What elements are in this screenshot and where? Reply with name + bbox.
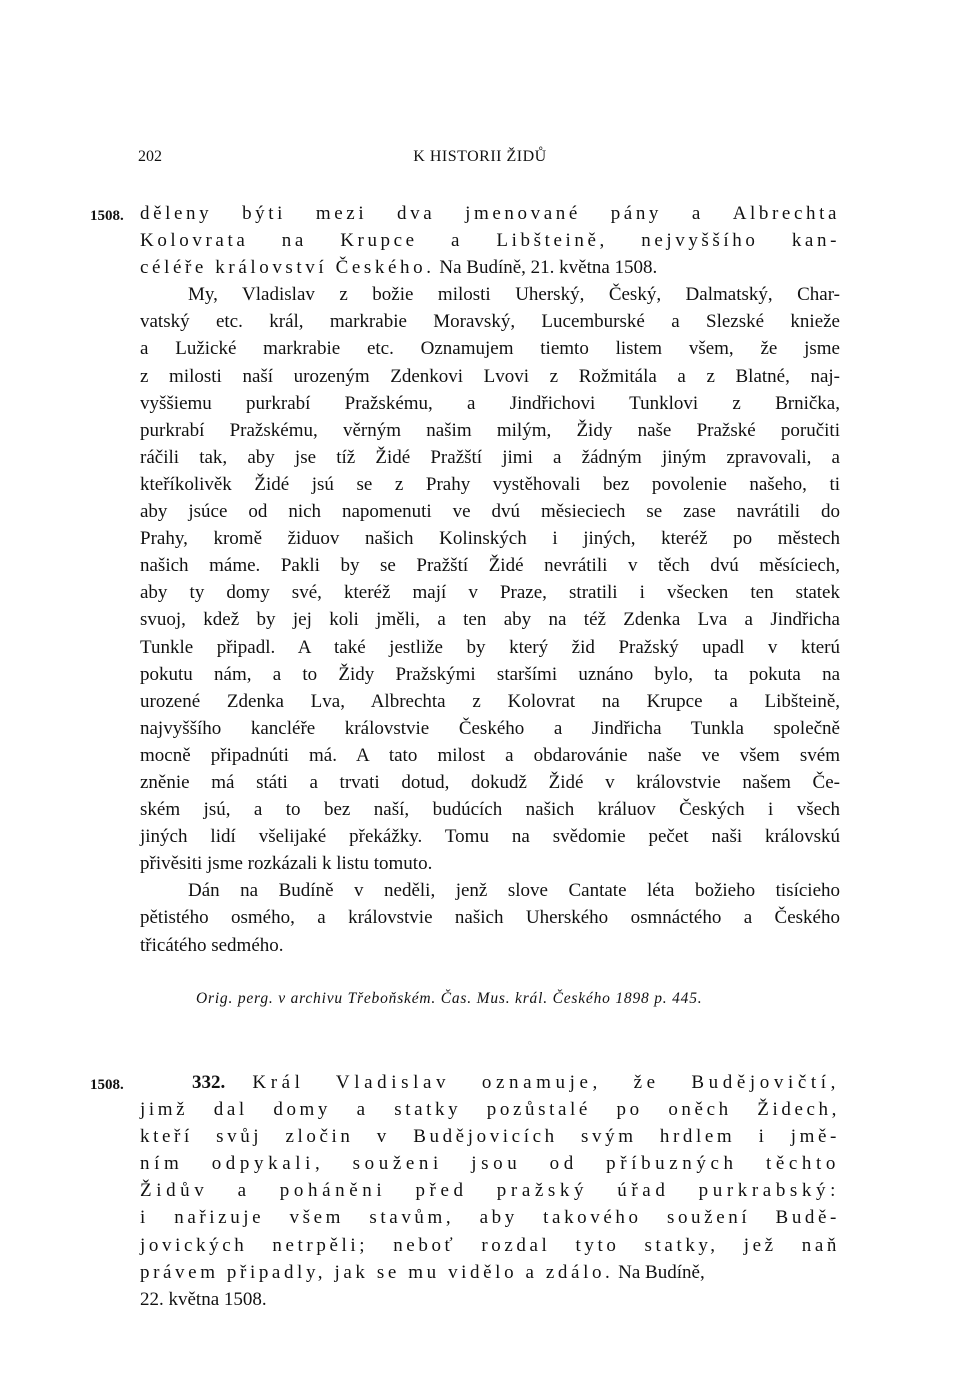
text-line: aby ty domy své, kteréž mají v Praze, stratili i všecken ten statek bbox=[140, 582, 840, 604]
text-line: kteříkolivěk Židé jsú se z Prahy vystěhovali bez povolenie našeho, ti bbox=[140, 473, 840, 495]
text-line: ském jsú, a to bez naší, budúcích našich králuov Českých i všech bbox=[140, 799, 840, 821]
regest-line: kteří svůj zločin v Budějovicích svým hrdlem i jmě- bbox=[140, 1126, 840, 1148]
text-line: My, Vladislav z božie milosti Uherský, Český, Dalmatský, Char- bbox=[188, 284, 840, 306]
page-header bbox=[0, 148, 960, 168]
regest-date: Na Budíně, 21. května 1508. bbox=[434, 257, 658, 279]
regest-line: jimž dal domy a statky pozůstalé po oněch Židech, bbox=[140, 1099, 840, 1121]
text-line: ráčili tak, aby jse tíž Židé Pražští jimi a žádným jiným zpravovali, a bbox=[140, 446, 840, 468]
regest-place: Na Budíně, bbox=[613, 1261, 705, 1283]
text-line: aby jsúce od nich napomenuti ve dvú měsieciech se zase navrátili do bbox=[140, 501, 840, 523]
document-number: 332. bbox=[192, 1072, 226, 1093]
text-line: vatský etc. král, markrabie Moravský, Lucemburské a Slezské knieže bbox=[140, 311, 840, 333]
regest-date: 22. května 1508. bbox=[140, 1288, 267, 1310]
text-line: jiných lidí všelijaké překážky. Tomu na svědomie pečet naši královskú bbox=[140, 826, 840, 848]
regest-first-line: Král Vladislav oznamuje, že Budějovičtí, bbox=[252, 1072, 840, 1093]
text-line: z milosti naší urozeným Zdenkovi Lvovi z Rožmitála a z Blatné, naj- bbox=[140, 365, 840, 387]
source-note: Orig. perg. v archivu Třeboňském. Čas. Mus. král. Českého 1898 p. 445. bbox=[196, 990, 703, 1007]
text-line: Prahy, kromě židuov našich Kolinských i jiných, kteréž po městech bbox=[140, 528, 840, 550]
dating-line: třicátého sedmého. bbox=[140, 934, 284, 956]
dating-line: pětistého osmého, a královstvie našich Uherského osmnáctého a Českého bbox=[140, 907, 840, 929]
text-line: mocně připadnúti má. A tato milost a obdarovánie naše ve všem svém bbox=[140, 744, 840, 766]
running-title: K HISTORII ŽIDŮ bbox=[413, 148, 547, 165]
margin-year-332: 1508. bbox=[90, 1077, 124, 1093]
entry-331 bbox=[140, 200, 840, 959]
regest-line: i nařizuje všem stavům, aby takového soužení Budě- bbox=[140, 1207, 840, 1229]
regest-line: Kolovrata na Krupce a Libšteině, nejvyššího kan- bbox=[140, 230, 840, 252]
regest-line: ním odpykali, souženi jsou od příbuzných těchto bbox=[140, 1153, 840, 1175]
text-line: Tunkle připadl. A také jestliže by který žid Pražský upadl v kterú bbox=[140, 636, 840, 658]
text-line: zněnie má státi a trvati dotud, dokudž Židé v královstvie našem Če- bbox=[140, 771, 840, 793]
margin-year-331: 1508. bbox=[90, 208, 124, 224]
regest-line bbox=[140, 254, 840, 281]
text-line: našich máme. Pakli by se Pražští Židé nevrátili v těch dvú měsíciech, bbox=[140, 555, 840, 577]
page-number: 202 bbox=[138, 148, 162, 165]
dating-line: Dán na Budíně v neděli, jenž slove Cantate léta božieho tisícieho bbox=[188, 880, 840, 902]
regest-line bbox=[140, 1259, 840, 1286]
text-line: a Lužické markrabie etc. Oznamujem tiemto listem všem, že jsme bbox=[140, 338, 840, 360]
text-line: najvyššího kancléře královstvie Českého a Jindřicha Tunkla společně bbox=[140, 717, 840, 739]
text-line: urozené Zdenka Lva, Albrechta z Kolovrat na Krupce a Libšteině, bbox=[140, 690, 840, 712]
entry-332 bbox=[140, 1069, 840, 1313]
text-line: svuoj, kdež by jej koli jměli, a ten aby na též Zdenka Lva a Jindřicha bbox=[140, 609, 840, 631]
regest-line: jovických netrpěli; neboť rozdal tyto statky, jež naň bbox=[140, 1234, 840, 1256]
regest-line-end: právem připadly, jak se mu vidělo a zdálo. bbox=[140, 1261, 614, 1283]
regest-line: děleny býti mezi dva jmenované pány a Albrechta bbox=[140, 203, 840, 224]
text-line: pokutu nám, a to Židy Pražskými staršími uznáno bylo, ta pokuta na bbox=[140, 663, 840, 685]
regest-line: Židův a poháněni před pražský úřad purkrabský: bbox=[140, 1180, 840, 1202]
regest-title-end: céléře království Českého. bbox=[140, 257, 435, 279]
text-line: purkrabí Pražskému, věrným našim milým, Židy naše Pražské poručiti bbox=[140, 419, 840, 441]
text-line: vyššiemu purkrabí Pražskému, a Jindřichovi Tunklovi z Brnička, bbox=[140, 392, 840, 414]
regest-line bbox=[140, 1069, 840, 1096]
text-line: přivěsiti jsme rozkázali k listu tomuto. bbox=[140, 853, 433, 875]
